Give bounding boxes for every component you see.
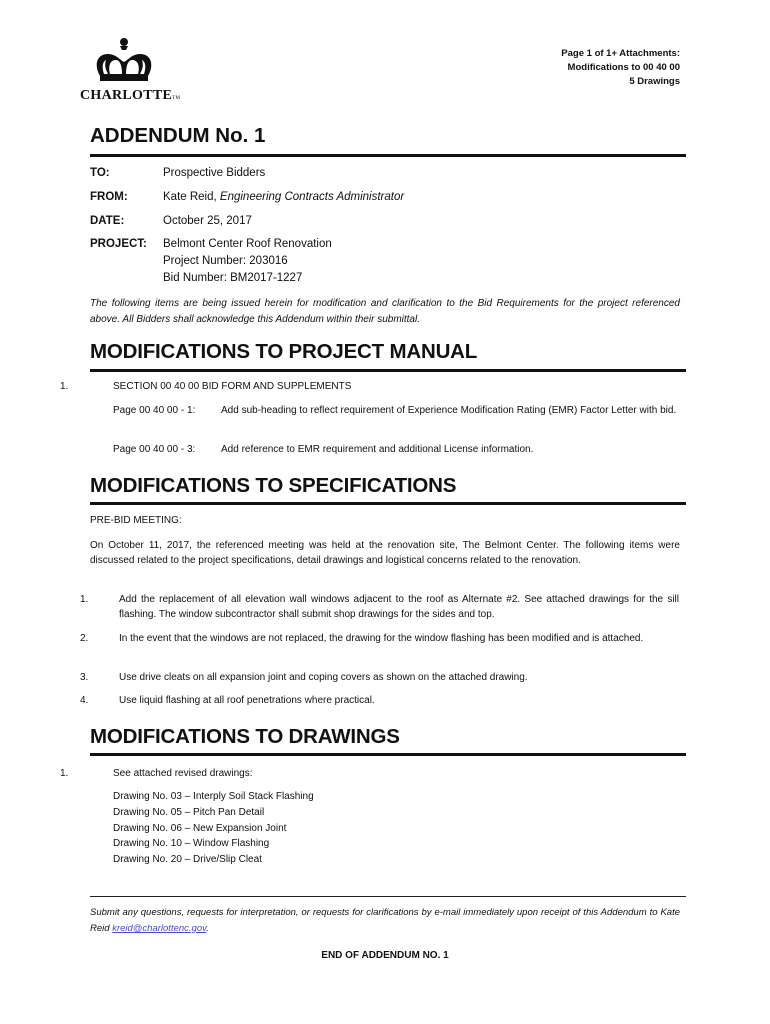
- logo-wordmark: CHARLOTTETM: [80, 88, 181, 103]
- manual-divider: [90, 369, 686, 372]
- to-value: Prospective Bidders: [163, 167, 266, 179]
- specs-paragraph: On October 11, 2017, the referenced meeting was held at the renovation site, The Belmont Center. The following items were discussed related to the project specifications, detail drawings and logistical concerns related to the renovation.: [90, 540, 680, 566]
- bid-number: Bid Number: BM2017-1227: [163, 272, 303, 284]
- drawing-list-item: Drawing No. 10 – Window Flashing: [113, 838, 270, 850]
- footer-note: Submit any questions, requests for interpretation, or requests for clarifications by e-mail immediately upon receipt of this Addendum to Kate Reid kreid@charlottenc.gov.: [90, 907, 680, 934]
- end-of-addendum: END OF ADDENDUM NO. 1: [321, 950, 449, 961]
- specs-heading: MODIFICATIONS TO SPECIFICATIONS: [90, 474, 457, 497]
- spec-item-text: In the event that the windows are not replaced, the drawing for the window flashing has been modified and is attached.: [119, 633, 644, 644]
- drawings-count-line: 5 Drawings: [629, 76, 680, 87]
- manual-item-number: 1.: [60, 381, 69, 392]
- spec-item-number: 2.: [80, 633, 89, 644]
- manual-row-page: Page 00 40 00 - 3:: [113, 444, 196, 455]
- specs-subheading: PRE-BID MEETING:: [90, 515, 182, 526]
- project-label: PROJECT:: [90, 238, 147, 250]
- page-info: [561, 47, 680, 89]
- spec-item-number: 4.: [80, 695, 89, 706]
- drawings-heading: MODIFICATIONS TO DRAWINGS: [90, 725, 400, 748]
- project-name: Belmont Center Roof Renovation: [163, 238, 332, 250]
- manual-heading: MODIFICATIONS TO PROJECT MANUAL: [90, 340, 478, 363]
- to-label: TO:: [90, 167, 110, 179]
- title-divider: [90, 154, 686, 157]
- spec-item-text: Use liquid flashing at all roof penetrations where practical.: [119, 695, 375, 706]
- drawing-list: [113, 789, 314, 868]
- page-title: ADDENDUM No. 1: [90, 124, 266, 147]
- date-label: DATE:: [90, 215, 125, 227]
- modifications-line: Modifications to 00 40 00: [567, 62, 680, 73]
- spec-item-text: Use drive cleats on all expansion joint and coping covers as shown on the attached drawing.: [119, 672, 528, 683]
- contact-email-link[interactable]: kreid@charlottenc.gov: [112, 923, 207, 934]
- drawings-item-title: See attached revised drawings:: [113, 768, 253, 779]
- manual-item-title: SECTION 00 40 00 BID FORM AND SUPPLEMENTS: [113, 381, 352, 392]
- project-number: Project Number: 203016: [163, 255, 288, 267]
- drawing-list-item: Drawing No. 20 – Drive/Slip Cleat: [113, 854, 262, 866]
- spec-item-number: 1.: [80, 594, 89, 605]
- drawing-list-item: Drawing No. 05 – Pitch Pan Detail: [113, 806, 265, 818]
- spec-item-number: 3.: [80, 672, 89, 683]
- manual-row-page: Page 00 40 00 - 1:: [113, 405, 196, 416]
- crown-icon: [80, 36, 180, 88]
- manual-row-text: Add reference to EMR requirement and additional License information.: [221, 444, 534, 455]
- footer-divider: [90, 896, 686, 897]
- intro-paragraph: The following items are being issued herein for modification and clarification to the Bid Requirements for the project referenced above. All Bidders shall acknowledge this Addendum within their submittal.: [90, 298, 680, 325]
- page-line: Page 1 of 1+ Attachments:: [561, 48, 680, 59]
- from-value: Kate Reid, Engineering Contracts Administrator: [163, 191, 405, 203]
- drawings-item-number: 1.: [60, 768, 69, 779]
- drawing-list-item: Drawing No. 03 – Interply Soil Stack Flashing: [113, 791, 314, 802]
- specs-divider: [90, 502, 686, 505]
- manual-row-text: Add sub-heading to reflect requirement of Experience Modification Rating (EMR) Factor Letter with bid.: [221, 405, 677, 416]
- drawing-list-item: Drawing No. 06 – New Expansion Joint: [113, 822, 287, 834]
- from-label: FROM:: [90, 191, 128, 203]
- spec-item-text: Add the replacement of all elevation wall windows adjacent to the roof as Alternate #2. See attached drawings for the sill flashing. The window subcontractor shall submit shop drawings for the sides and top.: [119, 594, 679, 620]
- date-value: October 25, 2017: [163, 215, 252, 227]
- trademark-mark: TM: [172, 96, 181, 101]
- drawings-divider: [90, 753, 686, 756]
